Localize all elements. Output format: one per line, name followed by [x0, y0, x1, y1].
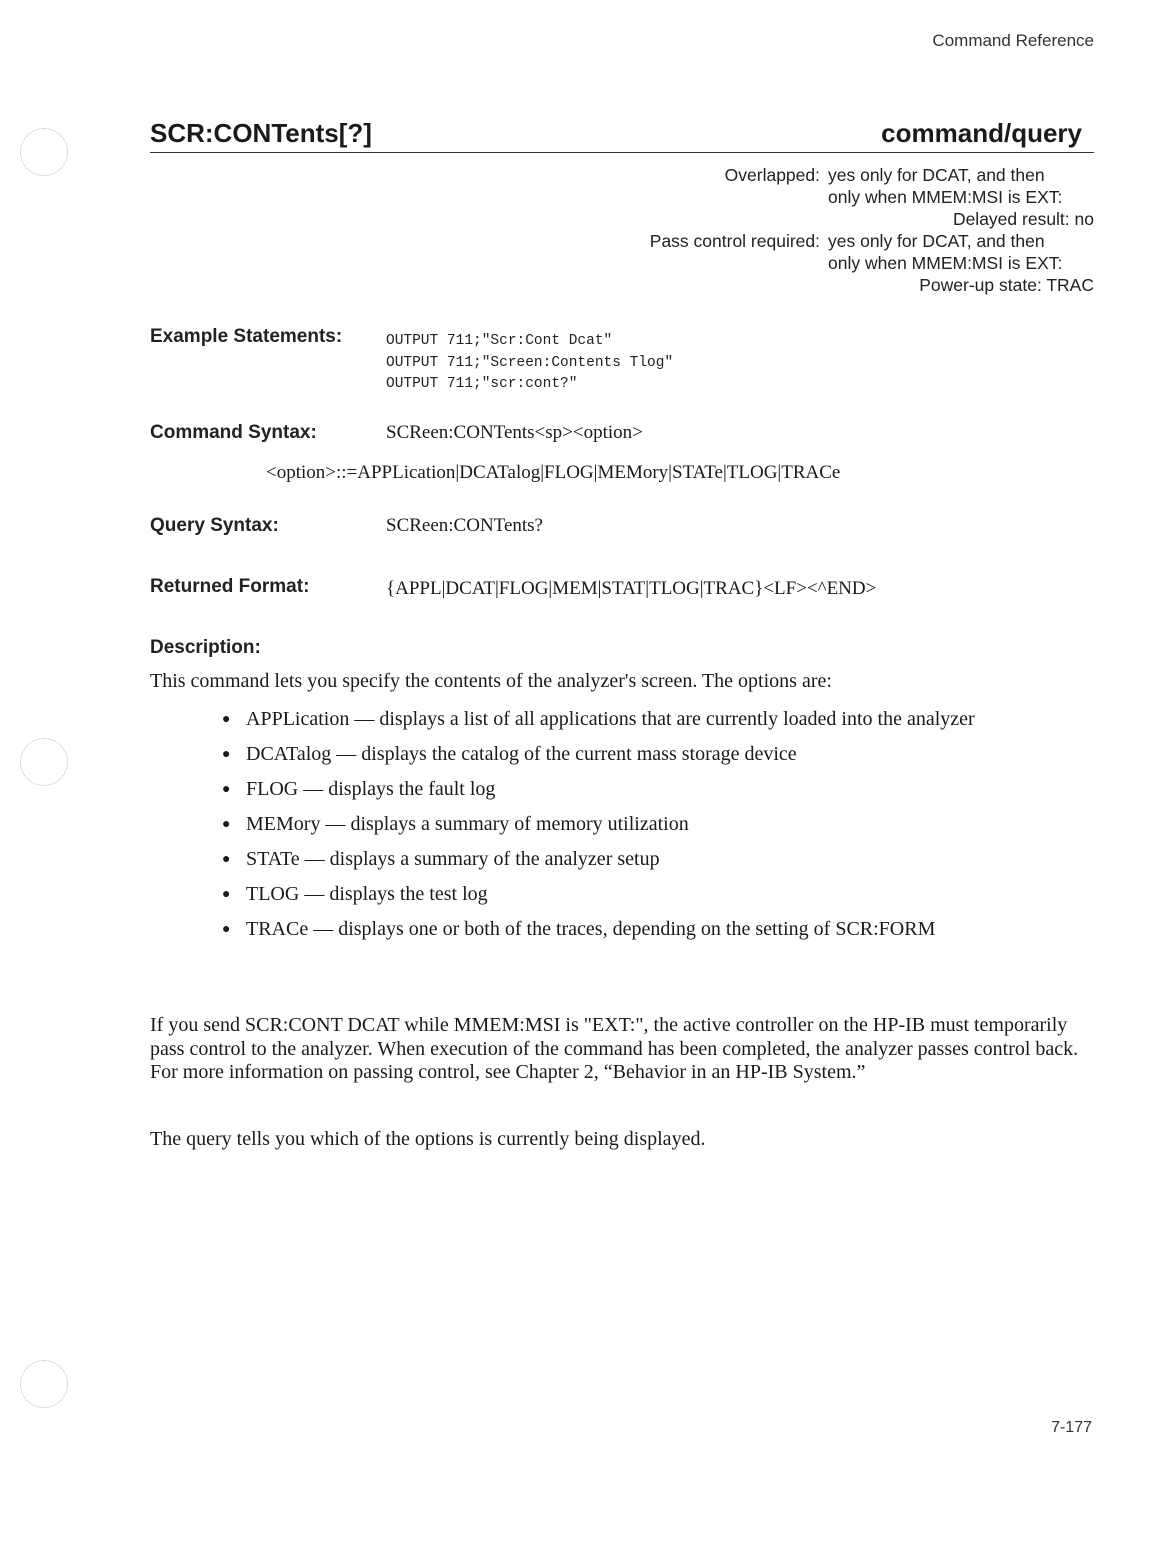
- example-line: OUTPUT 711;"Scr:Cont Dcat": [386, 333, 613, 349]
- delayed-result: Delayed result: no: [952, 209, 1094, 229]
- punch-hole-icon: [20, 1360, 68, 1408]
- options-list: [222, 708, 1042, 953]
- description-paragraph-2: If you send SCR:CONT DCAT while MMEM:MSI is "EXT:", the active controller on the HP-IB must temporarily pass control to the analyzer. When execution of the command has been completed, the analyzer passes control back. For more information on passing control, see Chapter 2, “Behavior in an HP-IB System.”: [150, 1014, 1079, 1083]
- page-number: 7-177: [1051, 1419, 1092, 1436]
- bullet-icon: ●: [222, 887, 231, 902]
- option-definition: <option>::=APPLication|DCATalog|FLOG|MEMory|STATe|TLOG|TRACe: [266, 462, 841, 483]
- list-item: ● MEMory — displays a summary of memory utilization: [222, 813, 689, 835]
- bullet-icon: ●: [222, 747, 231, 762]
- description-label: Description:: [150, 637, 261, 658]
- running-head: Command Reference: [932, 31, 1094, 50]
- bullet-icon: ●: [222, 852, 231, 867]
- query-syntax-label: Query Syntax:: [150, 515, 279, 536]
- title-rule: [150, 152, 1094, 153]
- query-syntax-value: SCReen:CONTents?: [386, 515, 543, 536]
- command-syntax-label: Command Syntax:: [150, 422, 317, 443]
- overlapped-label: Overlapped:: [724, 165, 820, 185]
- punch-hole-icon: [20, 738, 68, 786]
- pass-control-value-2: only when MMEM:MSI is EXT:: [828, 253, 1063, 273]
- list-item: ● DCATalog — displays the catalog of the current mass storage device: [222, 743, 797, 765]
- command-syntax-value: SCReen:CONTents<sp><option>: [386, 422, 643, 443]
- example-statements-label: Example Statements:: [150, 326, 343, 347]
- list-item: ● FLOG — displays the fault log: [222, 778, 496, 800]
- description-paragraph-3: The query tells you which of the options is currently being displayed.: [150, 1128, 706, 1150]
- description-intro: This command lets you specify the contents of the analyzer's screen. The options are:: [150, 670, 832, 692]
- example-code: [386, 331, 673, 396]
- example-line: OUTPUT 711;"scr:cont?": [386, 376, 578, 392]
- power-up-state: Power-up state: TRAC: [919, 275, 1094, 295]
- example-line: OUTPUT 711;"Screen:Contents Tlog": [386, 354, 674, 371]
- pass-control-label: Pass control required:: [649, 231, 820, 251]
- bullet-icon: ●: [222, 922, 231, 937]
- bullet-icon: ●: [222, 782, 231, 797]
- bullet-icon: ●: [222, 712, 231, 727]
- pass-control-value-1: yes only for DCAT, and then: [828, 231, 1045, 251]
- list-item: ● STATe — displays a summary of the analyzer setup: [222, 848, 660, 870]
- returned-format-label: Returned Format:: [150, 576, 310, 597]
- overlapped-value-1: yes only for DCAT, and then: [828, 165, 1045, 185]
- title-type: command/query: [881, 118, 1082, 148]
- list-item: ● TLOG — displays the test log: [222, 883, 488, 905]
- overlapped-value-2: only when MMEM:MSI is EXT:: [828, 187, 1063, 207]
- page-title: SCR:CONTents[?]: [150, 118, 372, 148]
- list-item: ● TRACe — displays one or both of the traces, depending on the setting of SCR:FORM: [222, 918, 936, 940]
- bullet-icon: ●: [222, 817, 231, 832]
- list-item: ● APPLication — displays a list of all applications that are currently loaded into the analyzer: [222, 708, 975, 730]
- returned-format-value: {APPL|DCAT|FLOG|MEM|STAT|TLOG|TRAC}<LF><^END>: [386, 578, 877, 599]
- punch-hole-icon: [20, 128, 68, 176]
